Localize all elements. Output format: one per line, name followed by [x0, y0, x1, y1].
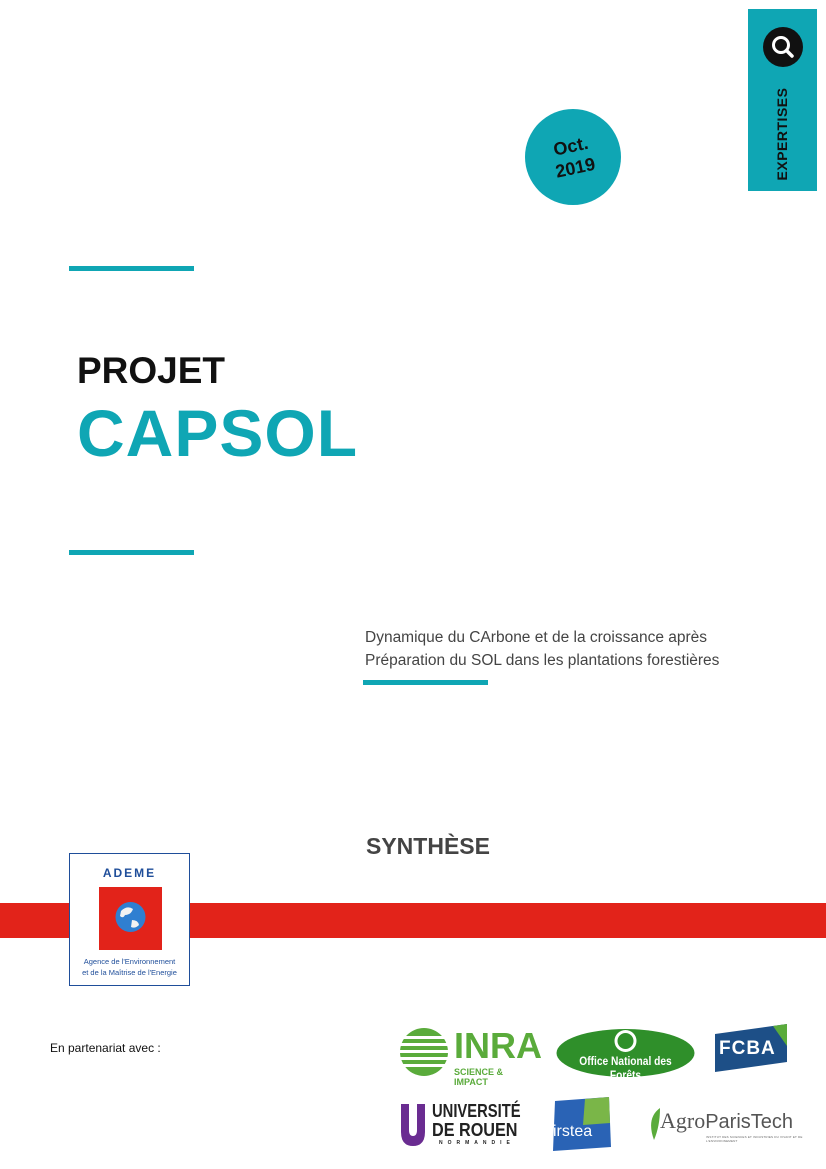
onf-name: Office National des Forêts [579, 1054, 672, 1082]
title-projet: PROJET [77, 350, 226, 391]
search-icon[interactable] [763, 27, 803, 67]
ademe-square [99, 887, 162, 950]
irstea-name: irstea [553, 1123, 593, 1140]
expertises-label: EXPERTISES [774, 87, 790, 181]
univ-rouen-line-2: DE ROUEN [432, 1120, 518, 1140]
globe-icon [99, 887, 162, 950]
fcba-name: FCBA [719, 1038, 776, 1059]
partners-label: En partenariat avec : [50, 1041, 161, 1055]
agroparistech-logo [648, 1106, 814, 1148]
ademe-logo [69, 853, 190, 986]
agro-word: Agro [660, 1108, 706, 1133]
divider-bottom [69, 550, 194, 555]
inra-logo [399, 1025, 542, 1087]
agroparistech-name [660, 1108, 793, 1135]
ademe-sub-line-2: et de la Maîtrise de l'Energie [82, 968, 177, 977]
univ-rouen-mark-icon [399, 1104, 427, 1146]
date-year: 2019 [553, 153, 597, 182]
subtitle-line-2: Préparation du SOL dans les plantations forestières [365, 652, 720, 669]
expertises-tab[interactable] [748, 9, 817, 191]
title-capsol: CAPSOL [77, 396, 359, 470]
univ-rouen-logo [399, 1102, 527, 1148]
agroparistech-fineprint: INSTITUT DES SCIENCES ET INDUSTRIES DU VIVANT ET DE L'ENVIRONNEMENT [706, 1135, 803, 1143]
date-badge [525, 109, 621, 205]
ademe-name: ADEME [102, 866, 157, 880]
inra-name: INRA [454, 1025, 542, 1066]
subtitle-underline [363, 680, 488, 685]
ademe-sub-line-1: Agence de l'Environnement [83, 957, 176, 966]
inra-tagline: SCIENCE & IMPACT [454, 1067, 504, 1087]
project-subtitle [365, 626, 776, 672]
univ-rouen-line-1: UNIVERSITÉ [432, 1101, 521, 1121]
ademe-subtitle [70, 956, 189, 978]
subtitle-line-1: Dynamique du CArbone et de la croissance après [365, 629, 708, 646]
irstea-logo [553, 1097, 613, 1152]
section-label: SYNTHÈSE [366, 833, 490, 859]
fcba-logo [715, 1024, 787, 1072]
inra-mark-icon [399, 1027, 449, 1077]
divider-top [69, 266, 194, 271]
onf-logo [556, 1028, 695, 1082]
date-month: Oct. [551, 132, 590, 160]
univ-rouen-line-3: NORMANDIE [439, 1140, 515, 1146]
paristech-word: ParisTech [705, 1111, 794, 1133]
